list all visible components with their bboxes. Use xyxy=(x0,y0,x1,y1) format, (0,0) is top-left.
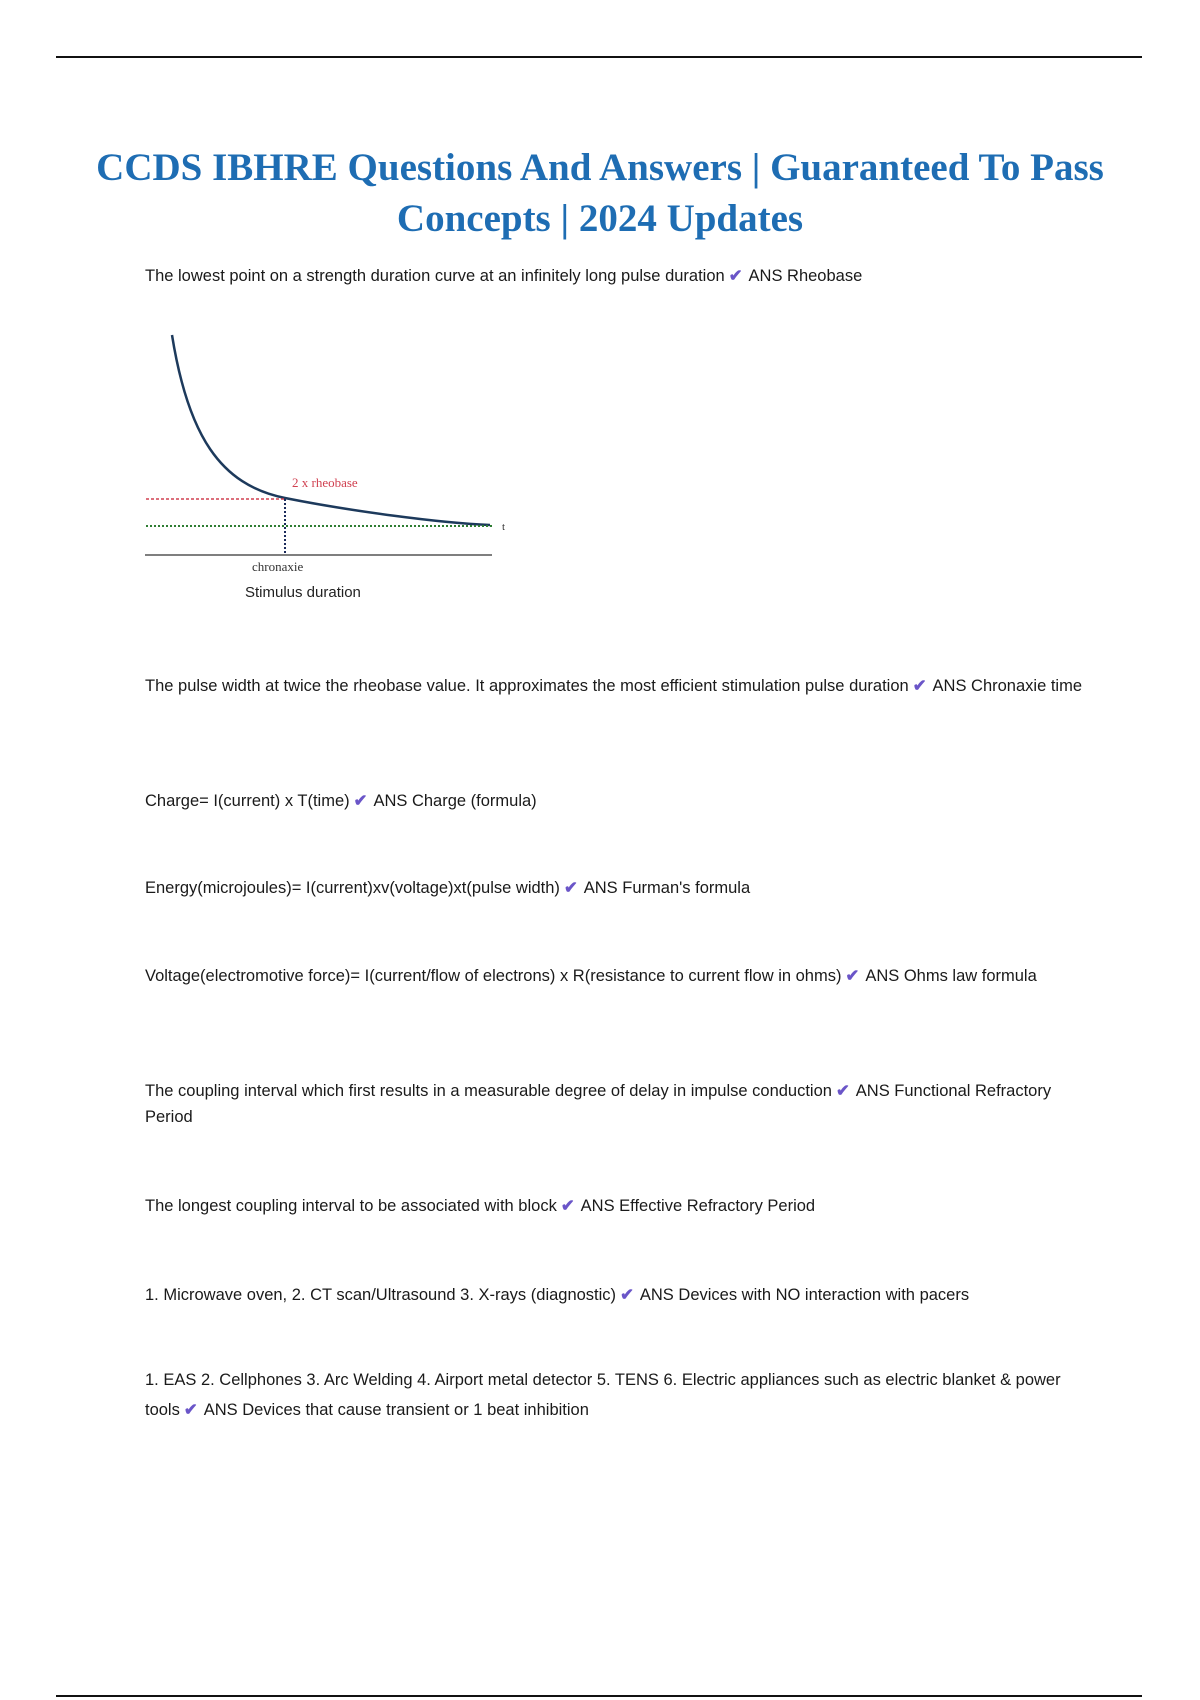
checkmark-icon: ✔ xyxy=(563,879,578,897)
question: Energy(microjoules)= I(current)xv(voltage)xt(pulse width) xyxy=(145,879,560,897)
qa-item xyxy=(145,1282,1090,1308)
question: 1. Microwave oven, 2. CT scan/Ultrasound 3. X-rays (diagnostic) xyxy=(145,1286,617,1304)
question: 1. EAS 2. Cellphones 3. Arc Welding 4. Airport metal detector 5. TENS 6. Electric appliances such as electric blanket & power tools xyxy=(145,1371,1061,1419)
top-rule xyxy=(56,56,1142,58)
qa-item xyxy=(145,1078,1090,1130)
qa-item xyxy=(145,963,1090,989)
question: The coupling interval which first results in a measurable degree of delay in impulse conduction xyxy=(145,1082,832,1100)
checkmark-icon: ✔ xyxy=(845,967,860,985)
checkmark-icon: ✔ xyxy=(728,267,743,285)
answer: ANS Devices with NO interaction with pacers xyxy=(639,1286,970,1304)
checkmark-icon: ✔ xyxy=(183,1401,198,1419)
qa-item xyxy=(145,263,1090,289)
strength-duration-curve xyxy=(172,335,490,525)
chronaxie-label: chronaxie xyxy=(252,559,304,574)
qa-item xyxy=(145,1193,1090,1219)
answer: ANS Charge (formula) xyxy=(373,792,537,810)
qa-item xyxy=(145,673,1090,699)
page-title: CCDS IBHRE Questions And Answers | Guaranteed To Pass Concepts | 2024 Updates xyxy=(96,146,1104,240)
answer: ANS Ohms law formula xyxy=(865,967,1037,985)
qa-item xyxy=(145,788,1090,814)
answer: ANS Effective Refractory Period xyxy=(580,1197,816,1215)
question: The lowest point on a strength duration curve at an infinitely long pulse duration xyxy=(145,267,725,285)
x-axis-label: Stimulus duration xyxy=(245,584,361,601)
rheobase-label: 2 x rheobase xyxy=(292,475,358,490)
answer: ANS Rheobase xyxy=(748,267,863,285)
checkmark-icon: ✔ xyxy=(835,1082,850,1100)
checkmark-icon: ✔ xyxy=(620,1286,634,1304)
checkmark-icon: ✔ xyxy=(353,792,368,810)
qa-item xyxy=(145,875,1090,901)
answer: ANS Functional Refractory Period xyxy=(145,1082,1052,1126)
answer: ANS Furman's formula xyxy=(583,879,751,897)
checkmark-icon: ✔ xyxy=(912,677,927,695)
bottom-rule xyxy=(56,1695,1142,1697)
question: Voltage(electromotive force)= I(current/flow of electrons) x R(resistance to current flow in ohms) xyxy=(145,967,842,985)
checkmark-icon: ✔ xyxy=(560,1197,575,1215)
question: The pulse width at twice the rheobase value. It approximates the most efficient stimulation pulse duration xyxy=(145,677,909,695)
question: The longest coupling interval to be associated with block xyxy=(145,1197,557,1215)
question: Charge= I(current) x T(time) xyxy=(145,792,350,810)
qa-item xyxy=(145,1365,1090,1425)
answer: ANS Devices that cause transient or 1 beat inhibition xyxy=(203,1401,589,1419)
answer: ANS Chronaxie time xyxy=(932,677,1083,695)
axis-end-label: t xyxy=(502,521,506,533)
strength-duration-figure xyxy=(140,325,520,610)
